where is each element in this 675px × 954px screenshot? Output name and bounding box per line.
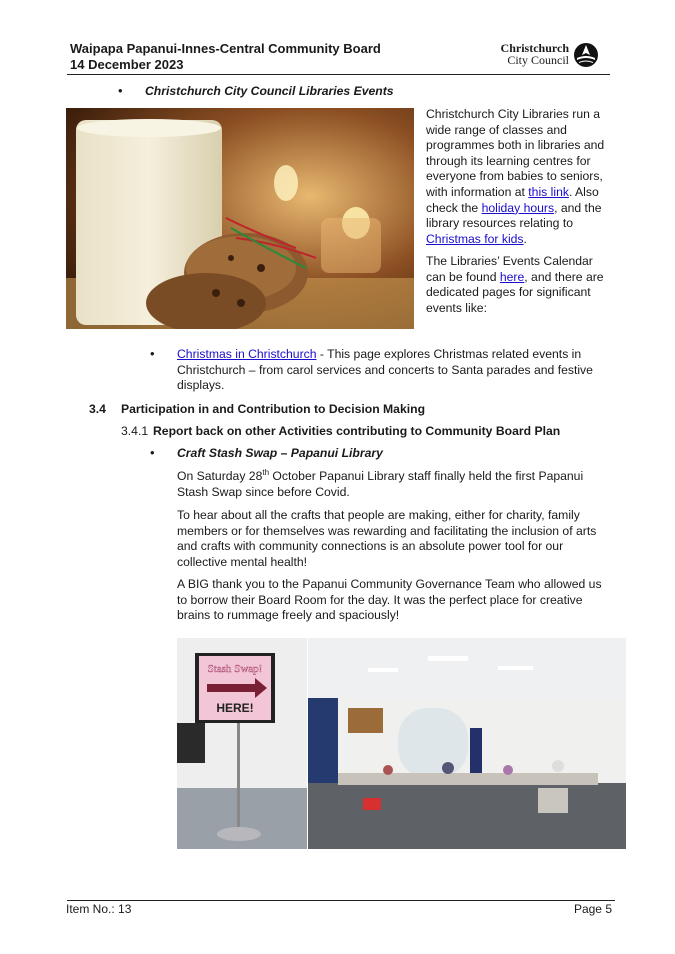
- craft-swap-heading: Craft Stash Swap – Papanui Library: [177, 446, 383, 460]
- bullet-dot: •: [150, 346, 155, 361]
- logo-line2: City Council: [507, 53, 569, 67]
- sign-stash-swap-text: Stash Swap!: [207, 663, 263, 675]
- here-link[interactable]: here: [499, 269, 525, 284]
- libraries-paragraph-1: Christchurch City Libraries run a wide range of classes and programmes both in libraries and through its learning centres for everyone from babies to seniors, with information at this link. Also check the holiday hours, and the library resources relating to Christmas for kids.: [426, 107, 605, 246]
- footer-rule: [67, 900, 615, 901]
- board-name: Waipapa Papanui-Innes-Central Community Board: [70, 41, 381, 56]
- stash-swap-room-photo: [308, 638, 626, 849]
- craft-swap-paragraph-2: To hear about all the crafts that people are making, either for charity, family members or for themselves was rewarding and facilitating the inclusion of arts and crafts with community connections is an absolute power tool for our collective mental health!: [177, 508, 597, 569]
- libraries-heading: Christchurch City Council Libraries Events: [145, 84, 394, 98]
- bullet-dot: •: [118, 83, 123, 98]
- logo-line1: Christchurch: [500, 41, 569, 55]
- page-number: Page 5: [573, 902, 612, 916]
- header-rule: [67, 74, 610, 75]
- stash-swap-sign-photo: [177, 638, 307, 849]
- libraries-paragraph-2: The Libraries’ Events Calendar can be found here, and there are dedicated pages for significant events like:: [426, 254, 604, 315]
- bullet-dot: •: [150, 445, 155, 460]
- christmas-bullet-item: Christmas in Christchurch - This page explores Christmas related events in Christchurch – from carol services and concerts to Santa parades and festive displays.: [177, 347, 593, 393]
- council-emblem-icon: [573, 42, 599, 68]
- item-number: Item No.: 13: [66, 902, 132, 916]
- council-logo: [497, 42, 603, 68]
- this-link[interactable]: this link: [528, 184, 569, 199]
- christmas-for-kids-link[interactable]: Christmas for kids: [426, 231, 524, 246]
- craft-swap-paragraph-1: On Saturday 28th October Papanui Library staff finally held the first Papanui Stash Swap since before Covid.: [177, 467, 584, 499]
- christmas-in-christchurch-link[interactable]: Christmas in Christchurch: [177, 347, 317, 361]
- holiday-hours-link[interactable]: holiday hours: [481, 200, 555, 215]
- meeting-date: 14 December 2023: [70, 57, 184, 72]
- document-header: [70, 41, 381, 73]
- milk-cookies-photo: [66, 108, 414, 329]
- section-number: 3.4: [89, 402, 106, 416]
- sign-here-text: HERE!: [216, 701, 254, 715]
- section-title: Participation in and Contribution to Decision Making: [121, 402, 426, 416]
- subsection-number: 3.4.1: [121, 424, 149, 438]
- subsection-title: Report back on other Activities contributing to Community Board Plan: [153, 424, 561, 438]
- craft-swap-paragraph-3: A BIG thank you to the Papanui Community Governance Team who allowed us to borrow their Board Room for the day. It was the perfect place for creative brains to rummage freely and spaciously!: [177, 577, 602, 623]
